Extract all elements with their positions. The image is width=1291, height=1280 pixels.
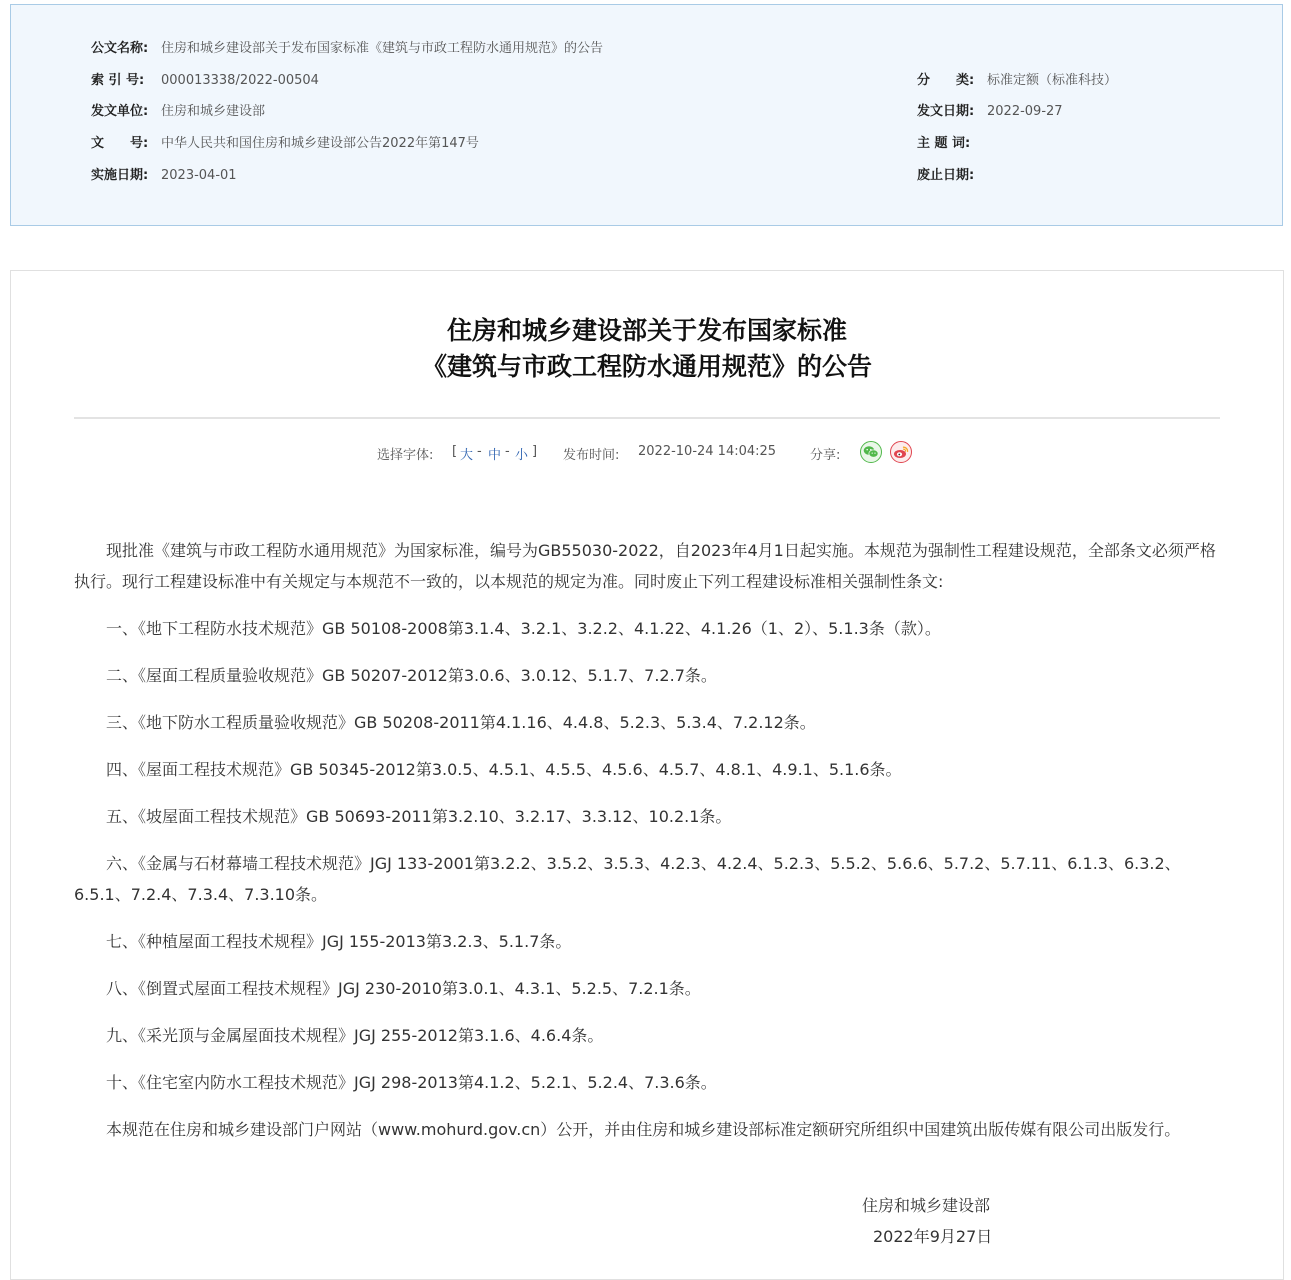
share-label: 分享:: [810, 448, 841, 463]
font-large-link[interactable]: 大: [460, 448, 474, 463]
meta-index-value: 000013338/2022-00504: [161, 73, 319, 88]
font-size-label: 选择字体:: [377, 448, 434, 463]
font-bracket-open: [: [452, 444, 458, 459]
meta-issue-date-value: 2022-09-27: [987, 104, 1063, 119]
meta-doc-name-label: 公文名称:: [91, 41, 149, 56]
meta-doc-no-label: 文 号:: [91, 136, 149, 151]
meta-subject: [917, 135, 987, 153]
meta-doc-no: [91, 135, 479, 153]
meta-issuer-value: 住房和城乡建设部: [161, 104, 266, 119]
body-paragraph-item-9: 九、《采光顶与金属屋面技术规程》JGJ 255-2012第3.1.6、4.6.4条。: [106, 1026, 604, 1045]
body-paragraph-item-8: 八、《倒置式屋面工程技术规程》JGJ 230-2010第3.0.1、4.3.1、5.2.5、7.2.1条。: [106, 979, 701, 998]
font-bracket-close: ]: [532, 444, 538, 459]
title-divider: [74, 417, 1220, 419]
wechat-icon[interactable]: [860, 441, 882, 463]
meta-doc-name: [91, 40, 603, 58]
body-paragraph-item-1: 一、《地下工程防水技术规范》GB 50108-2008第3.1.4、3.2.1、3.2.2、4.1.22、4.1.26（1、2）、5.1.3条（款）。: [106, 619, 941, 638]
body-paragraph-publication: 本规范在住房和城乡建设部门户网站（www.mohurd.gov.cn）公开，并由住房和城乡建设部标准定额研究所组织中国建筑出版传媒有限公司出版发行。: [106, 1120, 1181, 1139]
meta-issue-date-label: 发文日期:: [917, 104, 975, 119]
weibo-icon[interactable]: [890, 441, 912, 463]
body-paragraph-item-5: 五、《坡屋面工程技术规范》GB 50693-2011第3.2.10、3.2.17、3.3.12、10.2.1条。: [106, 807, 732, 826]
meta-effective-date: [91, 167, 237, 185]
body-paragraph-item-2: 二、《屋面工程质量验收规范》GB 50207-2012第3.0.6、3.0.12、5.1.7、7.2.7条。: [106, 666, 717, 685]
body-paragraph-item-4: 四、《屋面工程技术规范》GB 50345-2012第3.0.5、4.5.1、4.5.5、4.5.6、4.5.7、4.8.1、4.9.1、5.1.6条。: [106, 760, 902, 779]
meta-issuer-label: 发文单位:: [91, 104, 149, 119]
meta-issuer: [91, 103, 265, 121]
body-paragraph-item-10: 十、《住宅室内防水工程技术规范》JGJ 298-2013第4.1.2、5.2.1、5.2.4、7.3.6条。: [106, 1073, 717, 1092]
meta-subject-label: 主 题 词:: [917, 136, 971, 151]
body-paragraph-item-6: 六、《金属与石材幕墙工程技术规范》JGJ 133-2001第3.2.2、3.5.2、3.5.3、4.2.3、4.2.4、5.2.3、5.5.2、5.6.6、5.7.2、5.7.11、6.1.3、6.3.2、6.5.1、7.2.4、7.3.4、7.3.10条。: [74, 854, 1181, 904]
signature-date: 2022年9月27日: [873, 1227, 993, 1246]
font-medium-link[interactable]: 中: [488, 448, 502, 463]
font-small-link[interactable]: 小: [515, 448, 529, 463]
meta-category-label: 分 类:: [917, 73, 975, 88]
article-title-line2: 《建筑与市政工程防水通用规范》的公告: [421, 352, 872, 381]
article-panel: [10, 270, 1284, 1280]
meta-effective-date-value: 2023-04-01: [161, 168, 237, 183]
article-body: [74, 535, 1222, 1161]
meta-doc-name-value: 住房和城乡建设部关于发布国家标准《建筑与市政工程防水通用规范》的公告: [161, 41, 604, 56]
signature-org: 住房和城乡建设部: [862, 1196, 991, 1215]
body-paragraph-item-7: 七、《种植屋面工程技术规程》JGJ 155-2013第3.2.3、5.1.7条。: [106, 932, 572, 951]
article-toolbar: [11, 441, 1283, 465]
body-paragraph-item-3: 三、《地下防水工程质量验收规范》GB 50208-2011第4.1.16、4.4.8、5.2.3、5.3.4、7.2.12条。: [106, 713, 816, 732]
publish-time-label: 发布时间:: [563, 448, 620, 463]
meta-category: [917, 72, 1117, 90]
article-title: [11, 313, 1283, 385]
meta-issue-date: [917, 103, 1063, 121]
font-separator: -: [505, 444, 510, 459]
article-title-line1: 住房和城乡建设部关于发布国家标准: [446, 316, 847, 345]
body-paragraph-intro: 现批准《建筑与市政工程防水通用规范》为国家标准，编号为GB55030-2022，自2023年4月1日起实施。本规范为强制性工程建设规范，全部条文必须严格执行。现行工程建设标准中有关规定与本规范不一致的，以本规范的规定为准。同时废止下列工程建设标准相关强制性条文:: [74, 541, 1216, 591]
document-metadata-panel: [10, 4, 1283, 226]
meta-category-value: 标准定额（标准科技）: [987, 73, 1118, 88]
meta-index-label: 索 引 号:: [91, 73, 145, 88]
meta-abolish-date: [917, 167, 987, 185]
meta-doc-no-value: 中华人民共和国住房和城乡建设部公告2022年第147号: [161, 136, 479, 151]
meta-effective-date-label: 实施日期:: [91, 168, 149, 183]
font-separator: -: [477, 444, 482, 459]
meta-abolish-date-label: 废止日期:: [917, 168, 975, 183]
meta-index: [91, 72, 319, 90]
publish-time-value: 2022-10-24 14:04:25: [638, 444, 777, 459]
